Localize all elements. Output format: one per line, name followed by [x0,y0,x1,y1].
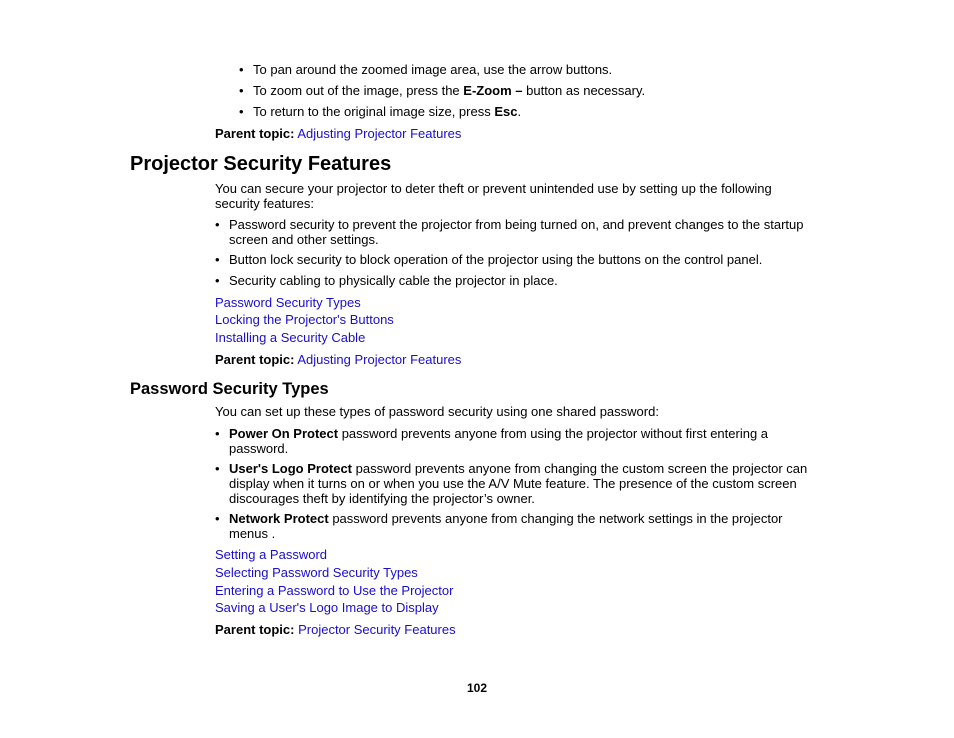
bullet: • [215,426,220,441]
parent-topic-label: Parent topic: [215,622,295,637]
parent-topic [215,126,461,141]
section-title: Projector Security Features [130,153,392,175]
bullet: • [215,273,220,288]
parent-topic [215,352,461,367]
section-intro: You can secure your projector to deter theft or prevent unintended use by setting up the following security features: [215,181,772,211]
link-selecting-password-types[interactable]: Selecting Password Security Types [215,565,418,580]
parent-topic [215,622,456,637]
link-password-security-types[interactable]: Password Security Types [215,295,361,310]
bullet: • [215,511,220,526]
link-setting-password[interactable]: Setting a Password [215,547,328,562]
subsection-title: Password Security Types [130,380,329,398]
parent-topic-link[interactable]: Adjusting Projector Features [297,126,462,141]
bullet: • [215,461,220,476]
bullet: • [239,83,244,98]
page-number: 102 [466,681,488,695]
parent-topic-link[interactable]: Projector Security Features [298,622,456,637]
bullet: • [239,104,244,119]
bullet: • [239,62,244,77]
parent-topic-link[interactable]: Adjusting Projector Features [297,352,462,367]
link-locking-buttons[interactable]: Locking the Projector's Buttons [215,312,394,327]
bullet: • [215,217,220,232]
link-installing-security-cable[interactable]: Installing a Security Cable [215,330,366,345]
link-saving-logo-image[interactable]: Saving a User's Logo Image to Display [215,600,439,615]
subsection-intro: You can set up these types of password security using one shared password: [215,404,659,419]
parent-topic-label: Parent topic: [215,126,295,141]
link-entering-password[interactable]: Entering a Password to Use the Projector [215,583,454,598]
parent-topic-label: Parent topic: [215,352,295,367]
bullet: • [215,252,220,267]
